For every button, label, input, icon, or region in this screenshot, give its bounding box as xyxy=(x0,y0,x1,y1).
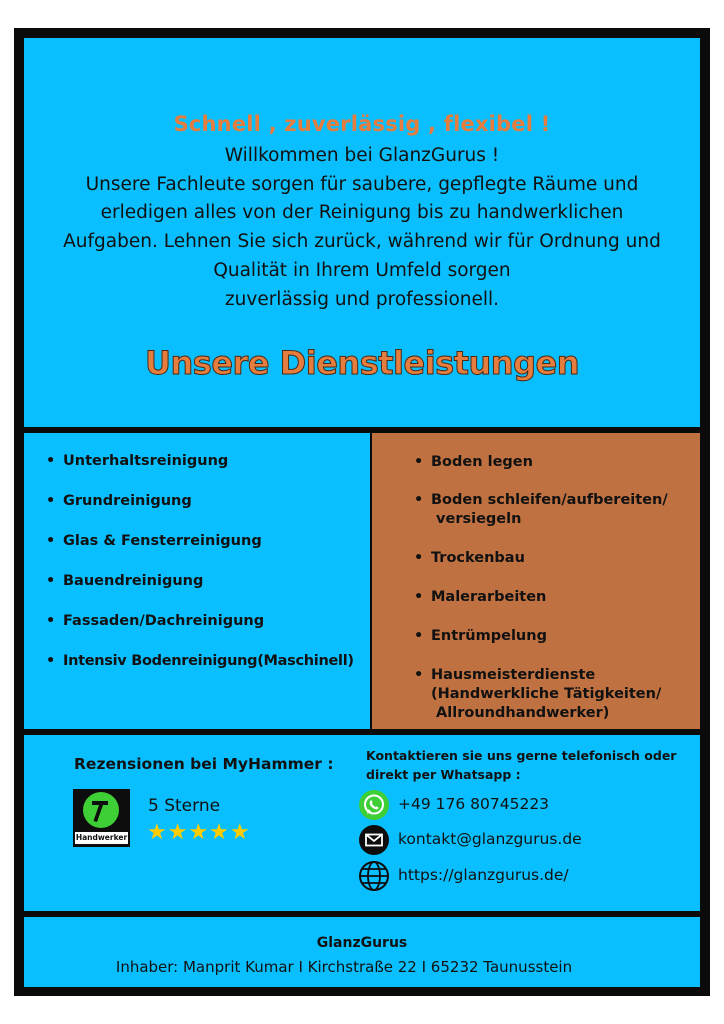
bullet: • xyxy=(46,493,56,509)
cleaning-services-panel xyxy=(24,433,370,729)
bullet: • xyxy=(414,628,424,644)
list-item: • Boden schleifen/aufbereiten/ versiegeln xyxy=(414,492,668,527)
contact-section xyxy=(24,735,700,911)
myhammer-logo xyxy=(73,789,130,847)
bullet: • xyxy=(414,550,424,566)
list-item: • Boden legen xyxy=(414,454,533,470)
whatsapp-icon xyxy=(358,789,390,821)
list-item: • Trockenbau xyxy=(414,550,525,566)
footer-section xyxy=(24,917,700,987)
bullet: • xyxy=(46,613,56,629)
slogan: Schnell , zuverlässig , flexibel ! xyxy=(173,112,551,136)
intro-line: Willkommen bei GlanzGurus ! xyxy=(224,145,500,166)
list-item: • Hausmeisterdienste (Handwerkliche Tätigkeiten/ Allroundhandwerker) xyxy=(414,667,662,721)
mail-icon xyxy=(358,824,390,856)
intro-line: zuverlässig und professionell. xyxy=(224,288,500,310)
list-item: • Bauendreinigung xyxy=(46,573,204,589)
list-item: • Fassaden/Dachreinigung xyxy=(46,613,265,629)
bullet: • xyxy=(414,667,424,683)
list-item: • Glas & Fensterreinigung xyxy=(46,533,262,549)
list-item: • Grundreinigung xyxy=(46,493,192,509)
owner-address: Inhaber: Manprit Kumar I Kirchstraße 22 I 65232 Taunusstein xyxy=(115,958,573,976)
globe-icon xyxy=(358,860,390,892)
intro-section xyxy=(24,38,700,427)
logo-label: Handwerker xyxy=(75,833,128,842)
list-item: • Entrümpelung xyxy=(414,628,547,644)
intro-line: erledigen alles von der Reinigung bis zu handwerklichen xyxy=(100,202,624,224)
list-item: • Intensiv Bodenreinigung(Maschinell) xyxy=(46,653,354,669)
bullet: • xyxy=(414,589,424,605)
bullet: • xyxy=(46,453,56,469)
bullet: • xyxy=(414,492,424,508)
bullet: • xyxy=(414,454,424,470)
intro-line: Aufgaben. Lehnen Sie sich zurück, während wir für Ordnung und xyxy=(63,231,661,253)
contact-title: Kontaktieren sie uns gerne telefonisch oder direkt per Whatsapp : xyxy=(366,748,677,782)
reviews-title: Rezensionen bei MyHammer : xyxy=(74,755,334,773)
list-item: • Unterhaltsreinigung xyxy=(46,453,229,469)
list-item: • Malerarbeiten xyxy=(414,589,547,605)
company-name: GlanzGurus xyxy=(316,935,408,951)
bullet: • xyxy=(46,653,55,669)
intro-line: Qualität in Ihrem Umfeld sorgen xyxy=(213,259,511,281)
bullet: • xyxy=(46,573,56,589)
website-link[interactable]: https://glanzgurus.de/ xyxy=(398,866,569,884)
services-title: Unsere Dienstleistungen xyxy=(145,344,579,382)
star-icon: ★★★★★ xyxy=(147,820,251,845)
intro-line: Unsere Fachleute sorgen für saubere, gepflegte Räume und xyxy=(85,173,639,195)
logo-circle xyxy=(83,792,119,828)
email-address[interactable]: kontakt@glanzgurus.de xyxy=(398,830,582,848)
intro-text xyxy=(34,142,690,314)
hammer-icon xyxy=(83,792,119,828)
rating-label: 5 Sterne xyxy=(148,796,221,816)
phone-number[interactable]: +49 176 80745223 xyxy=(398,795,550,813)
bullet: • xyxy=(46,533,56,549)
craft-services-panel xyxy=(372,433,700,729)
